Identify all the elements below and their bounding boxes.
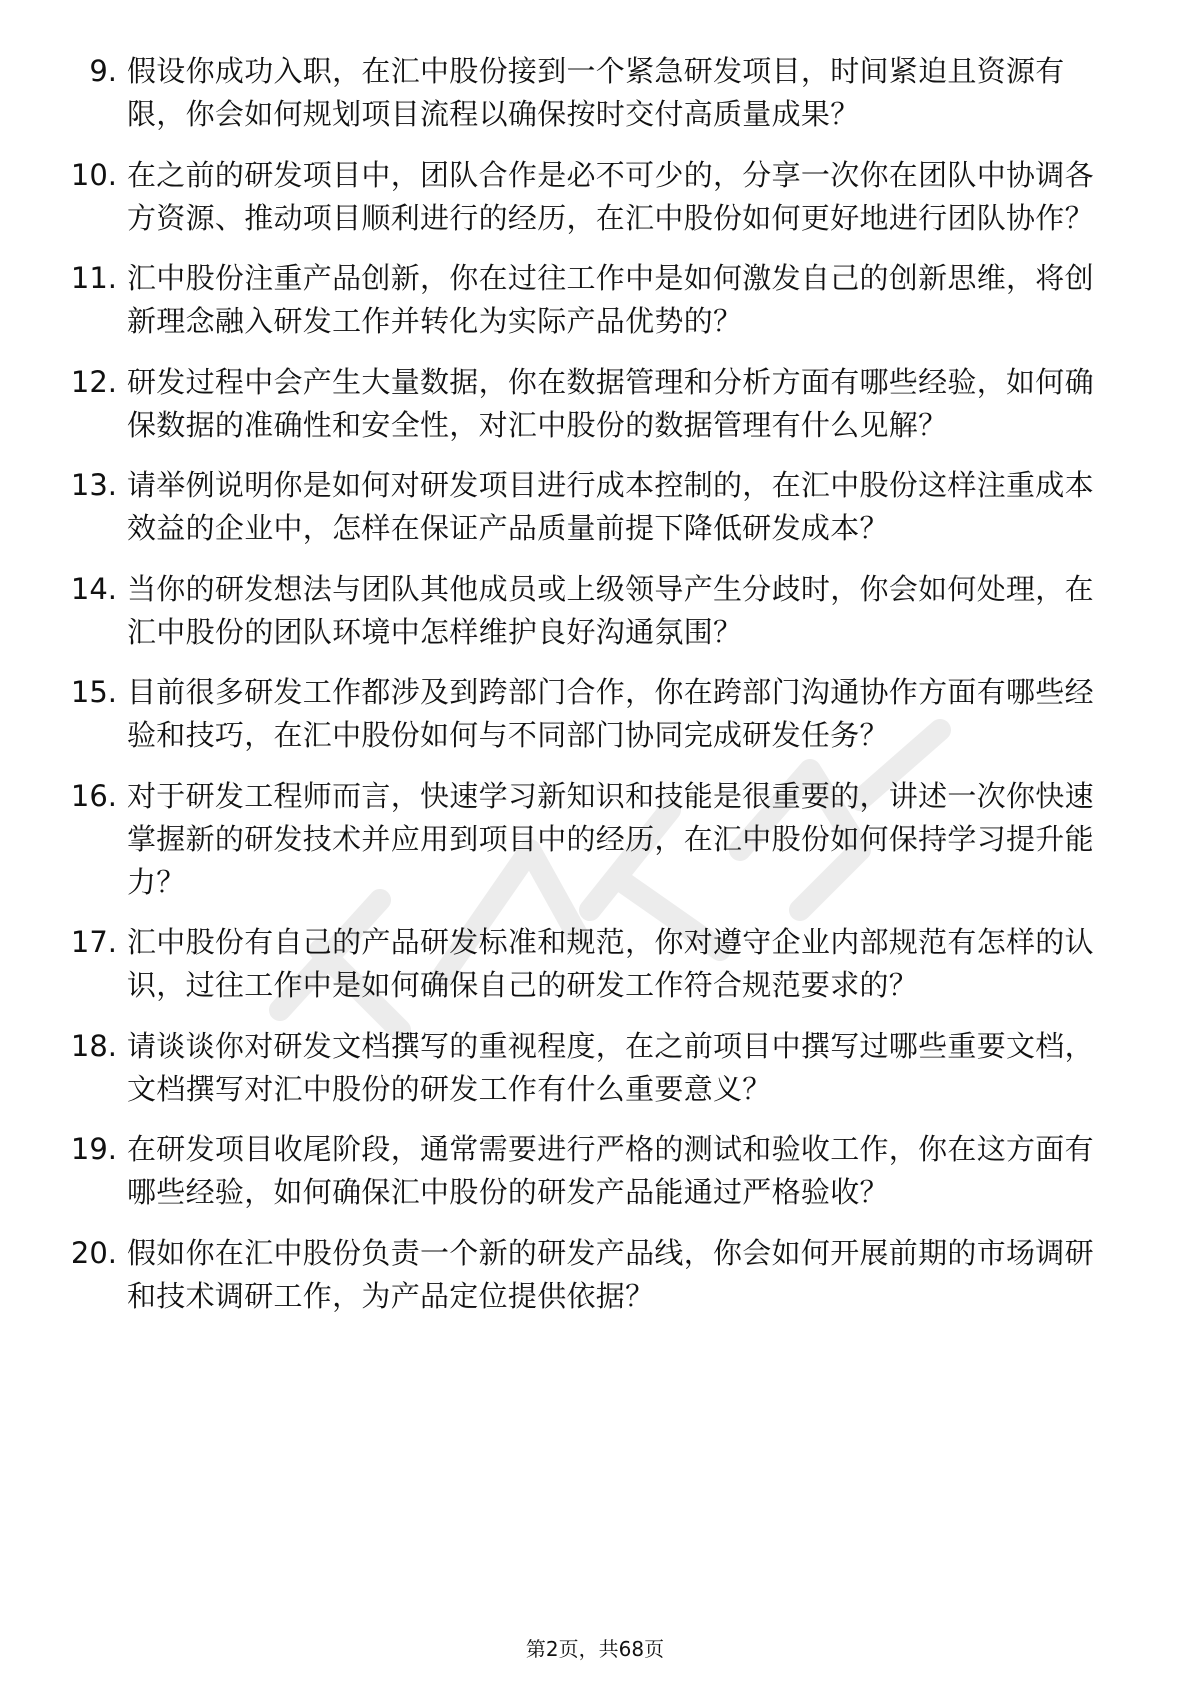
question-item [60,361,1120,447]
question-number: 20. [70,1235,117,1270]
question-number: 11. [70,261,117,295]
question-text: 汇中股份有自己的产品研发标准和规范，你对遵守企业内部规范有怎样的认识，过往工作中是如何确保自己的研发工作符合规范要求的？ [127,925,1094,1002]
question-list [60,50,1120,1335]
question-number: 15. [70,675,117,709]
question-number: 17. [70,925,117,959]
question-number: 19. [70,1132,117,1166]
question-text: 目前很多研发工作都涉及到跨部门合作，你在跨部门沟通协作方面有哪些经验和技巧，在汇中股份如何与不同部门协同完成研发任务？ [127,675,1094,752]
question-text: 请举例说明你是如何对研发项目进行成本控制的，在汇中股份这样注重成本效益的企业中，怎样在保证产品质量前提下降低研发成本？ [127,468,1094,545]
question-item [60,154,1120,240]
question-item [60,671,1120,757]
question-item [60,50,1120,136]
question-text: 研发过程中会产生大量数据，你在数据管理和分析方面有哪些经验，如何确保数据的准确性和安全性，对汇中股份的数据管理有什么见解？ [127,364,1094,442]
question-item [60,464,1120,550]
question-number: 14. [70,571,117,606]
question-number: 12. [70,364,117,399]
question-item [60,1232,1120,1318]
question-number: 13. [70,468,117,502]
question-item [60,775,1120,904]
question-text: 假设你成功入职，在汇中股份接到一个紧急研发项目，时间紧迫且资源有限，你会如何规划项目流程以确保按时交付高质量成果？ [127,54,1065,131]
question-number: 16. [70,778,117,813]
page-footer: 第2页，共68页 [525,1637,665,1661]
question-text: 请谈谈你对研发文档撰写的重视程度，在之前项目中撰写过哪些重要文档，文档撰写对汇中股份的研发工作有什么重要意义？ [127,1028,1094,1106]
question-number: 9. [89,54,117,88]
question-item [60,921,1120,1007]
question-item [60,568,1120,654]
question-item [60,1128,1120,1214]
question-text: 在研发项目收尾阶段，通常需要进行严格的测试和验收工作，你在这方面有哪些经验，如何确保汇中股份的研发产品能通过严格验收？ [127,1132,1094,1209]
question-text: 在之前的研发项目中，团队合作是必不可少的，分享一次你在团队中协调各方资源、推动项目顺利进行的经历，在汇中股份如何更好地进行团队协作？ [127,157,1094,235]
question-number: 10. [70,157,117,192]
question-item [60,1025,1120,1111]
question-item [60,257,1120,343]
question-text: 对于研发工程师而言，快速学习新知识和技能是很重要的，讲述一次你快速掌握新的研发技术并应用到项目中的经历，在汇中股份如何保持学习提升能力？ [127,778,1094,899]
question-text: 汇中股份注重产品创新，你在过往工作中是如何激发自己的创新思维，将创新理念融入研发工作并转化为实际产品优势的？ [127,261,1094,338]
question-number: 18. [70,1028,117,1063]
question-text: 假如你在汇中股份负责一个新的研发产品线，你会如何开展前期的市场调研和技术调研工作，为产品定位提供依据？ [127,1235,1094,1313]
question-text: 当你的研发想法与团队其他成员或上级领导产生分歧时，你会如何处理，在汇中股份的团队环境中怎样维护良好沟通氛围？ [127,571,1094,649]
